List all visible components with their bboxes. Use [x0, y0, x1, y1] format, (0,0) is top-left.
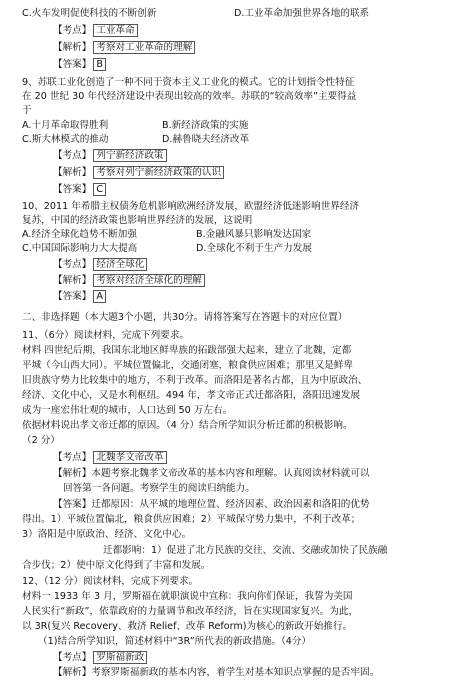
daan-value: 迁都原因：从平城的地理位置、经济因素、政治因素和洛阳的优势	[91, 499, 370, 510]
q9-daan	[53, 183, 106, 196]
kaodian-value: 经济全球化	[93, 258, 147, 271]
jiexi-tag: 【解析】	[53, 167, 92, 178]
q10-stem-line2: 复苏，中国的经济政策也影响世界经济的发展，这说明	[22, 215, 253, 226]
jiexi-value: 本题考察北魏孝文帝改革的基本内容和理解。认真阅读材料就可以	[91, 468, 370, 479]
daan-value: A	[93, 290, 106, 303]
q9-stem-line1: 9、苏联工业化创造了一种不同于资本主义工业化的模式。它的计划指令性特征	[22, 77, 355, 88]
q12-stem: 12、（12 分）阅读材料，完成下列要求。	[22, 576, 199, 587]
jiexi-tag: 【解析】	[53, 468, 92, 479]
q10-option-b: B.金融风暴只影响发达国家	[196, 229, 312, 240]
q9-stem-line3: 于	[22, 105, 32, 116]
jiexi-tag: 【解析】	[53, 42, 92, 53]
q9-kaodian	[53, 149, 167, 162]
q9-option-b: B.新经济政策的实施	[162, 120, 249, 131]
kaodian-value: 罗斯福新政	[93, 651, 147, 664]
kaodian-tag: 【考点】	[53, 25, 92, 36]
daan-tag: 【答案】	[53, 499, 92, 510]
q12-jiexi	[53, 666, 379, 679]
jiexi-value: 考察对列宁新经济政策的认识	[93, 166, 224, 179]
q8-kaodian	[53, 24, 138, 37]
kaodian-value: 列宁新经济政策	[93, 149, 166, 162]
q11-answer-line3: 3）洛阳是中原政治、经济、文化中心。	[22, 529, 192, 540]
kaodian-value: 工业革命	[93, 24, 137, 37]
q11-jiexi-line1	[53, 467, 370, 480]
q11-kaodian	[53, 451, 167, 464]
section-heading: 二、非选择题（本大题3个小题，共30分。请将答案写在答题卡的对应位置）	[22, 312, 348, 323]
kaodian-tag: 【考点】	[53, 652, 92, 663]
q9-option-d: D.赫鲁晓夫经济改革	[162, 134, 250, 145]
q12-question-line1: （1)结合所学知识，简述材料中“3R”所代表的新政措施。（4分）	[38, 636, 312, 647]
q11-question-line1: 依据材料说出孝文帝迁都的原因。（4 分）结合所学知识分析迁都的积极影响。	[22, 420, 353, 431]
q11-material-line5: 成为一座宏伟壮观的城市，人口达到 50 万左右。	[22, 405, 233, 416]
q10-stem-line1: 10、2011 年希腊主权债务危机影响欧洲经济发展，欧盟经济低迷影响世界经济	[22, 201, 360, 212]
jiexi-value: 考察对经济全球化的理解	[93, 274, 205, 287]
q11-material-line1: 材料 四世纪后期，我国东北地区鲜卑族的拓跋部强大起来，建立了北魏，定都	[22, 345, 352, 356]
q10-option-a: A.经济全球化趋势不断加强	[22, 229, 137, 240]
kaodian-tag: 【考点】	[53, 150, 92, 161]
daan-tag: 【答案】	[53, 184, 92, 195]
daan-value: C	[93, 183, 106, 196]
q8-option-d: D.工业革命加强世界各地的联系	[234, 8, 370, 19]
q9-stem-line2: 在 20 世纪 30 年代经济建设中表现出较高的效率。苏联的“较高效率”主要得益	[22, 91, 357, 102]
q11-stem: 11、（6分）阅读材料，完成下列要求。	[22, 330, 190, 341]
q8-daan	[53, 58, 106, 71]
q11-jiexi-line2: 回答第一各问题。考察学生的阅读归纳能力。	[63, 483, 255, 494]
q9-option-c: C.斯大林模式的推动	[22, 134, 109, 145]
jiexi-tag: 【解析】	[53, 667, 92, 678]
q11-effect-line1: 迁都影响：1）促进了北方民族的交往、交流、交融或加快了民族融	[103, 545, 388, 556]
q9-option-a: A.十月革命取得胜利	[22, 120, 109, 131]
kaodian-tag: 【考点】	[53, 452, 92, 463]
q10-option-c: C.中国国际影响力大大提高	[22, 243, 138, 254]
q8-option-c: C.火车发明促使科技的不断创新	[22, 8, 157, 19]
q10-daan	[53, 290, 106, 303]
q12-material-line3: 以 3R(复兴 Recovery、救济 Relief、改革 Reform)为核心的新政开始推行。	[22, 621, 353, 632]
q11-material-line3: 旧贵族守势力比较集中的地方，不利于改革。而洛阳是著名古都，且为中原政治、	[22, 375, 368, 386]
daan-tag: 【答案】	[53, 59, 92, 70]
q12-material-line2: 人民实行“新政”，依靠政府的力量调节和改革经济，旨在实现国家复兴。为此，	[22, 606, 359, 617]
q11-effect-line2: 合步伐；2）使中原文化得到了丰富和发展。	[22, 560, 211, 571]
q11-material-line4: 经济、文化中心，又是水利枢纽。494 年，孝文帝正式迁都洛阳，洛阳迅速发展	[22, 390, 360, 401]
q9-jiexi	[53, 166, 224, 179]
jiexi-value: 考察罗斯福新政的基本内容，着学生对基本知识点掌握的是否牢固。	[91, 667, 380, 678]
q10-kaodian	[53, 258, 147, 271]
q11-question-line2: （2 分）	[22, 435, 60, 446]
q10-option-d: D.全球化不利于生产力发展	[196, 243, 312, 254]
kaodian-tag: 【考点】	[53, 259, 92, 270]
q11-material-line2: 平城（今山西大同）。平城位置偏北，交通闭塞，粮食供应困难；那里又是鲜卑	[22, 360, 353, 371]
daan-tag: 【答案】	[53, 291, 92, 302]
jiexi-tag: 【解析】	[53, 275, 92, 286]
q11-answer-line1	[53, 498, 370, 511]
q10-jiexi	[53, 274, 205, 287]
jiexi-value: 考察对工业革命的理解	[93, 41, 195, 54]
q12-material-line1: 材料一 1933 年 3 月，罗斯福在就职演说中宣称：我向你们保证，我誓为美国	[22, 591, 353, 602]
kaodian-value: 北魏孝文帝改革	[93, 451, 166, 464]
daan-value: B	[93, 58, 106, 71]
q12-kaodian	[53, 651, 147, 664]
q11-answer-line2: 得出。1）平城位置偏北，粮食供应困难；2）平城保守势力集中，不利于改革；	[22, 514, 361, 525]
q8-jiexi	[53, 41, 195, 54]
